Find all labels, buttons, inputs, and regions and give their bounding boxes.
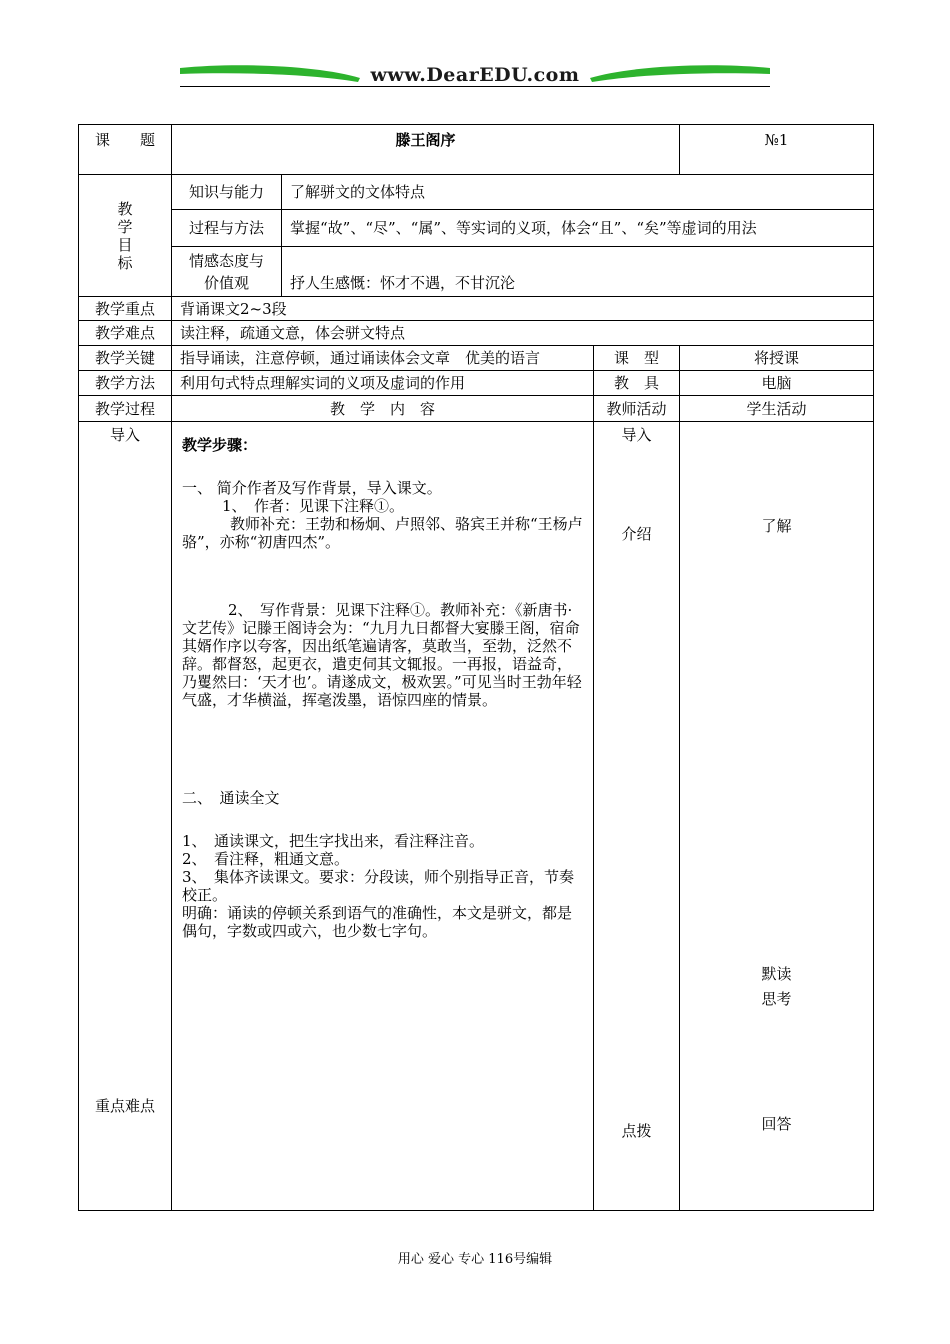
process-stage-column (79, 422, 172, 1211)
step-2-clarify: 明确：诵读的停顿关系到语气的准确性，本文是骈文，都是偶句，字数或四或六，也少数七字句。 (182, 904, 573, 940)
goal-value: 掌握“故”、“尽”、“属”、等实词的义项，体会“且”、“矣”等虚词的用法 (282, 210, 874, 247)
teaching-key-label: 教学关键 (79, 346, 172, 371)
step-2-item-2: 2、 看注释，粗通文意。 (182, 850, 350, 868)
tools-value: 电脑 (680, 371, 874, 396)
tools-label: 教 具 (594, 371, 680, 396)
student-activity-item: 了解 (761, 517, 792, 535)
student-activity-item: 思考 (761, 990, 792, 1008)
step-2-heading: 二、 通读全文 (182, 789, 280, 807)
step-1-background: 2、 写作背景：见课下注释①。教师补充：《新唐书·文艺传》记滕王阁诗会为：“九月九日都督大宴滕王阁，宿命其婿作序以夸客，因出纸笔遍请客，莫敢当，至勃，泛然不辞。都督怒，起更衣，遣吏伺其文辄报。一再报，语益奇，乃矍然曰：‘天才也’。请遂成文，极欢罢。”可见当时王勃年轻气盛，才华横溢，挥毫泼墨，语惊四座的情景。 (182, 601, 582, 709)
goals-label-char: 标 (117, 253, 133, 272)
lesson-type-value: 将授课 (680, 346, 874, 371)
goals-label-char: 教 (117, 199, 133, 218)
topic-label: 课 题 (79, 125, 172, 175)
stage-intro: 导入 (109, 426, 140, 444)
goals-label-char: 学 (117, 217, 133, 236)
key-point-value: 背诵课文2~3段 (172, 297, 874, 321)
lesson-number: №1 (680, 125, 874, 175)
goal-value: 抒人生感慨：怀才不遇，不甘沉沦 (282, 247, 874, 297)
step-2-item-3: 3、 集体齐读课文。要求：分段读，师个别指导正音，节奏校正。 (182, 868, 575, 904)
goal-value: 了解骈文的文体特点 (282, 175, 874, 210)
student-activity-header: 学生活动 (680, 396, 874, 422)
process-content (172, 422, 594, 1211)
method-value: 利用句式特点理解实词的义项及虚词的作用 (172, 371, 594, 396)
goal-key: 知识与能力 (172, 175, 282, 210)
teacher-activity-column (594, 422, 680, 1211)
process-content-header: 教 学 内 容 (172, 396, 594, 422)
student-activity-item: 回答 (761, 1115, 792, 1133)
teacher-activity-item: 点拨 (621, 1122, 652, 1140)
step-2-item-1: 1、 通读课文，把生字找出来，看注释注音。 (182, 832, 485, 850)
goal-key-line: 情感态度与 (188, 251, 264, 270)
goal-key: 过程与方法 (172, 210, 282, 247)
lesson-title: 滕王阁序 (172, 125, 680, 175)
site-url: www.DearEDU.com (370, 64, 580, 86)
step-1-heading: 一、 简介作者及写作背景，导入课文。 (182, 479, 442, 497)
student-activity-column (680, 422, 874, 1211)
steps-title: 教学步骤： (182, 436, 258, 454)
process-label: 教学过程 (79, 396, 172, 422)
step-1-supplement: 教师补充：王勃和杨炯、卢照邻、骆宾王并称“王杨卢骆”，亦称“初唐四杰”。 (182, 515, 583, 551)
teacher-activity-item: 导入 (621, 426, 652, 444)
goal-key-line: 价值观 (203, 273, 249, 292)
difficulty-value: 读注释，疏通文意，体会骈文特点 (172, 321, 874, 346)
goals-label (79, 175, 172, 297)
teaching-key-value: 指导诵读，注意停顿，通过诵读体会文章 优美的语言 (172, 346, 594, 371)
teacher-activity-header: 教师活动 (594, 396, 680, 422)
stage-key-difficulty: 重点难点 (94, 1097, 155, 1115)
lesson-plan-table (78, 124, 874, 1211)
lesson-type-label: 课 型 (594, 346, 680, 371)
student-activity-item: 默读 (761, 965, 792, 983)
goal-key (172, 247, 282, 297)
goals-label-char: 目 (117, 235, 133, 254)
key-point-label: 教学重点 (79, 297, 172, 321)
difficulty-label: 教学难点 (79, 321, 172, 346)
method-label: 教学方法 (79, 371, 172, 396)
page-footer: 用心 爱心 专心 116号编辑 (397, 1252, 553, 1267)
teacher-activity-item: 介绍 (621, 525, 652, 543)
header-rule (180, 86, 770, 87)
step-1-author: 1、 作者：见课下注释①。 (222, 497, 405, 515)
